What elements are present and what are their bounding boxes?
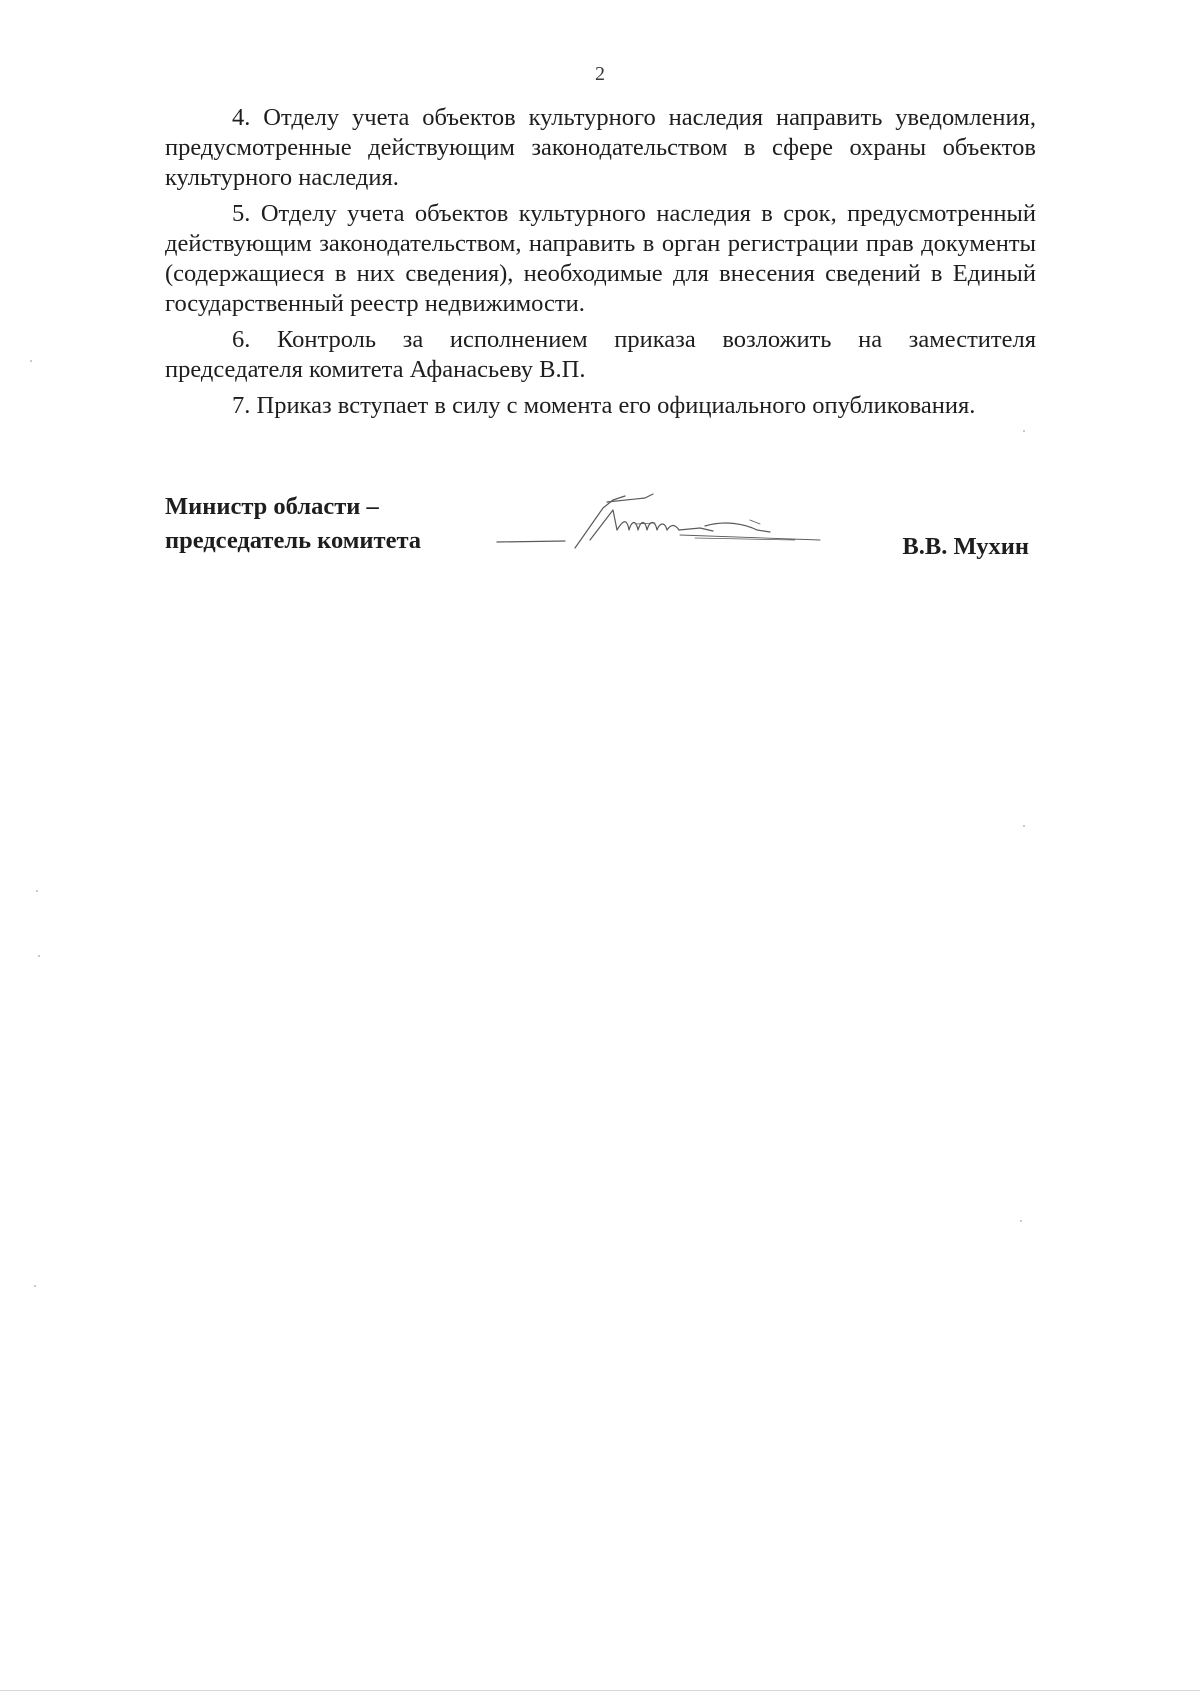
scan-bottom-edge (0, 1690, 1200, 1691)
scan-speck (38, 955, 40, 957)
paragraph-4: 4. Отделу учета объектов культурного наследия направить уведомления, предусмотренные действующим законодательством в сфере охраны объектов культурного наследия. (165, 104, 1036, 191)
document-body (165, 103, 1036, 427)
handwritten-signature (495, 490, 830, 552)
signatory-title-line2: председатель комитета (165, 527, 422, 554)
signatory-name: В.В. Мухин (902, 533, 1029, 560)
paragraph-6: 6. Контроль за исполнением приказа возложить на заместителя председателя комитета Афанасьеву В.П. (165, 326, 1036, 383)
signatory-title-line1: Министр области – (165, 493, 379, 520)
page-number: 2 (595, 63, 605, 85)
scan-speck (1020, 1220, 1022, 1222)
scan-speck (36, 890, 38, 892)
paragraph-7: 7. Приказ вступает в силу с момента его официального опубликования. (232, 392, 976, 419)
scan-speck (30, 360, 32, 362)
scan-speck (1023, 825, 1025, 827)
signatory-title (165, 490, 421, 558)
scan-speck (1023, 430, 1025, 432)
scan-speck (34, 1285, 36, 1287)
paragraph-5: 5. Отделу учета объектов культурного наследия в срок, предусмотренный действующим законодательством, направить в орган регистрации прав документы (содержащиеся в них сведения), необходимые для внесения сведений в Единый государственный реестр недвижимости. (165, 200, 1036, 317)
signature-block (165, 490, 1036, 570)
